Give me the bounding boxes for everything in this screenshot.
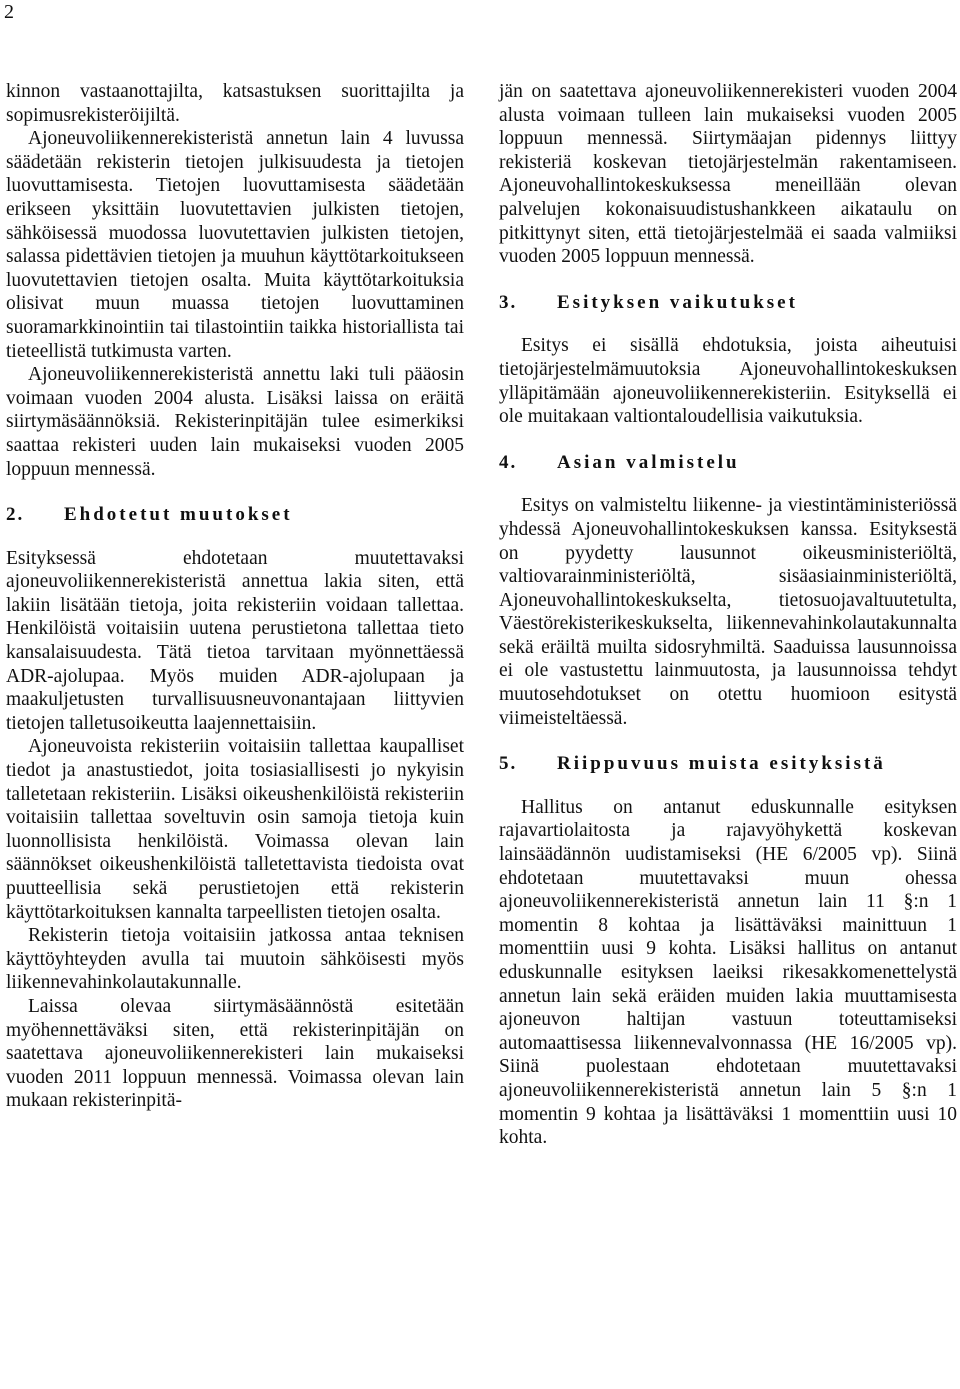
right-column: [499, 80, 957, 1150]
paragraph: Ajoneuvoista rekisteriin voitaisiin tallettaa kaupalliset tiedot ja anastustiedot, joita tosiasiallisesti jo nykyisin talletetaan rekisteriin. Lisäksi oikeushenkilöistä rekisteriin voitaisiin tallettaa soveltuvin osin samoja tietoja kuin luonnollisista henkilöistä. Voimassa olevan lain säännökset oikeushenkilöistä talletettavista tiedoista ovat puutteellisia sekä perustietojen että rekisterin käyttötarkoituksen kannalta tarpeellisten tietojen osalta.: [6, 736, 464, 923]
section-number: 4.: [499, 451, 518, 473]
paragraph: Ajoneuvoliikennerekisteristä annettu laki tuli pääosin voimaan vuoden 2004 alusta. Lisäksi laissa on eräitä siirtymäsäännöksiä. Rekisterinpitäjän tulee esimerkiksi saattaa rekisteri uuden lain mukaiseksi vuoden 2005 loppuun mennessä.: [6, 364, 464, 480]
section-heading-2: [6, 503, 464, 527]
section-title: Esityksen vaikutukset: [557, 291, 798, 313]
section-title: Riippuvuus muista esityksistä: [557, 753, 886, 775]
paragraph: Ajoneuvoliikennerekisteristä annetun lain 4 luvussa säädetään rekisterin tietojen julkisuudesta ja tietojen luovuttamisesta. Tietojen luovuttamisesta säädetään erikseen yksittäin luovutettavien julkisten tietojen, sähköisessä muodossa luovutettavien julkisten tietojen, salassa pidettävien tietojen ja muuhun käyttötarkoitukseen luovutettavien tietojen osalta. Muita käyttötarkoituksia olisivat muun muassa tietojen luovuttaminen suoramarkkinointiin tai tilastointiin taikka historiallista tai tieteellistä tutkimusta varten.: [6, 128, 464, 362]
section-heading-3: [499, 291, 957, 315]
paragraph: Esityksessä ehdotetaan muutettavaksi ajoneuvoliikennerekisteristä annettua lakia siten, että lakiin lisätään tietoja, joita rekisteriin voidaan tallettaa. Henkilöistä voitaisiin uutena perustietona tallettaa tieto kansalaisuudesta. Tätä tietoa tarvitaan myönnettäessä ADR-ajolupaa. Myös muiden ADR-ajolupaan ja maakuljetusten turvallisuusneuvonantajaan liittyvien tietojen talletusoikeutta laajennettaisiin.: [6, 547, 464, 734]
paragraph: jän on saatettava ajoneuvoliikennerekisteri vuoden 2004 alusta voimaan tulleen lain mukaiseksi vuoden 2005 loppuun mennessä. Siirtymäajan pidennys liittyy rekisteriä koskevan tietojärjestelmän rakentamiseen. Ajoneuvohallintokeskuksessa meneillään olevan palvelujen kokonaisuudistushankkeen aikataulu on pitkittynyt siten, että tietojärjestelmää ei saada valmiiksi vuoden 2005 loppuun mennessä.: [499, 81, 957, 268]
left-column: [6, 80, 464, 1113]
paragraph: kinnon vastaanottajilta, katsastuksen suorittajilta ja sopimusrekisteröijiltä.: [6, 81, 464, 126]
section-number: 2.: [6, 504, 25, 526]
section-heading-5: [499, 752, 957, 776]
page-number: 2: [4, 1, 14, 23]
section-number: 3.: [499, 291, 518, 313]
paragraph: Esitys ei sisällä ehdotuksia, joista aiheutuisi tietojärjestelmämuutoksia Ajoneuvohallintokeskuksen ylläpitämään ajoneuvoliikennerekisteriin. Esityksellä ei ole muitakaan valtiontaloudellisia vaikutuksia.: [499, 335, 957, 428]
section-heading-4: [499, 451, 957, 475]
paragraph: Laissa olevaa siirtymäsäännöstä esitetään myöhennettäväksi siten, että rekisterinpitäjän on saatettava ajoneuvoliikennerekisteri lain mukaiseksi vuoden 2011 loppuun mennessä. Voimassa olevan lain mukaan rekisterinpitä-: [6, 995, 464, 1112]
paragraph: Hallitus on antanut eduskunnalle esityksen rajavartiolaitosta ja rajavyöhykettä koskevan lainsäädännön uudistamiseksi (HE 6/2005 vp). Siinä ehdotetaan muutettavaksi muun ohessa ajoneuvoliikennerekisteristä annetun lain 11 §:n 1 momentin 8 kohtaa ja lisättäväksi mainittuun 1 momenttiin uusi 9 kohta. Lisäksi hallitus on antanut eduskunnalle esityksen laeiksi rikesakkomenettelystä annetun lain sekä eräiden muiden lakia muuttamisesta ajoneuvon haltijan vastuun toteuttamiseksi automaattisessa liikennevalvonnassa (HE 16/2005 vp). Siinä puolestaan ehdotetaan muutettavaksi ajoneuvoliikennerekisteristä annetun lain 5 §:n 1 momentin 9 kohtaa ja lisättäväksi 1 momenttiin uusi 10 kohta.: [499, 796, 957, 1149]
section-number: 5.: [499, 753, 518, 775]
section-title: Ehdotetut muutokset: [64, 504, 293, 526]
paragraph: Esitys on valmisteltu liikenne- ja viestintäministeriössä yhdessä Ajoneuvohallintokeskuksen kanssa. Esityksestä on pyydetty lausunnot oikeusministeriöltä, valtiovarainministeriöltä, sisäasiainministeriöltä, Ajoneuvohallintokeskukselta, tietosuojavaltuutetulta, Väestörekisterikeskukselta, liikennevahinkolautakunnalta sekä eräiltä muilta sidosryhmiltä. Saaduissa lausunnoissa ei ole vastustettu lainmuutosta, ja lausunnoissa tehdyt muutosehdotukset on otettu huomioon esitystä viimeisteltäessä.: [499, 495, 957, 729]
paragraph: Rekisterin tietoja voitaisiin jatkossa antaa teknisen käyttöyhteyden avulla tai muutoin sähköisesti myös liikennevahinkolautakunnalle.: [6, 925, 464, 994]
section-title: Asian valmistelu: [557, 451, 740, 473]
